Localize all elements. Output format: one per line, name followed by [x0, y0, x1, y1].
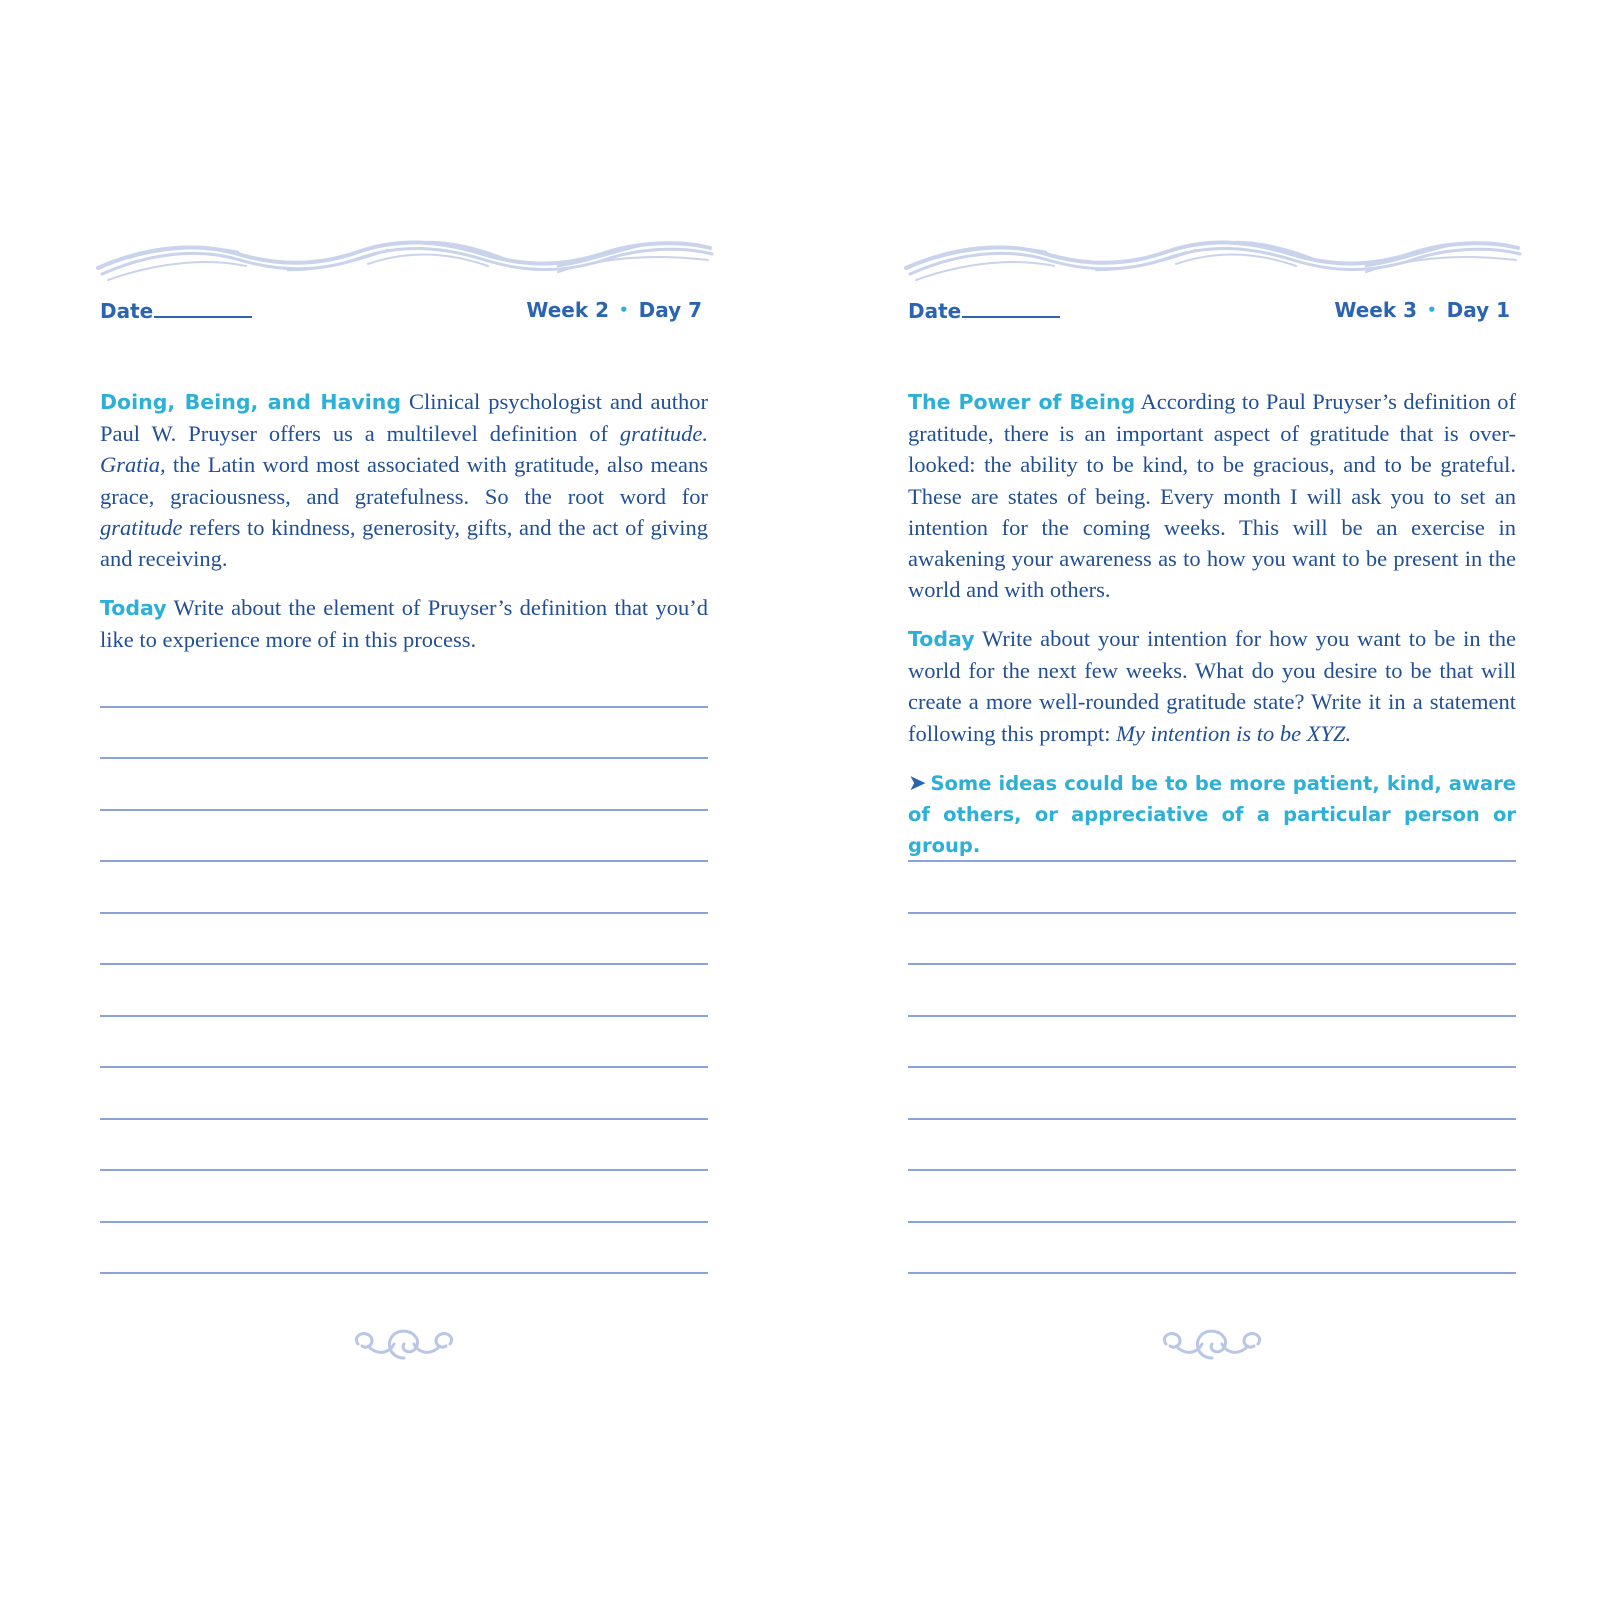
date-blank-line: [962, 298, 1060, 318]
tip-text: Some ideas could be to be more patient, kind, aware of others, or appreciative of a particular person or group.: [908, 772, 1516, 857]
today-text: Write about the element of Pruyser’s definition that you’d like to experience more of in this process.: [100, 595, 708, 653]
writing-line[interactable]: [100, 757, 708, 759]
intro-text-1: Clinical psychologist and author Paul W. Pruyser offers us a multilevel definition of: [100, 389, 708, 447]
writing-line[interactable]: [908, 1169, 1516, 1171]
ideas-tip: [908, 768, 1516, 861]
separator-dot: •: [1427, 301, 1437, 319]
date-label: Date: [908, 299, 962, 323]
date-field[interactable]: [100, 298, 252, 323]
week-day-label: [1334, 298, 1510, 322]
writing-line[interactable]: [100, 1066, 708, 1068]
writing-line[interactable]: [100, 963, 708, 965]
intro-paragraph: [908, 386, 1516, 605]
intro-paragraph: [100, 386, 708, 574]
date-label: Date: [100, 299, 154, 323]
wave-border-icon: [88, 232, 720, 284]
today-label: Today: [908, 627, 975, 651]
today-italic-prompt: My intention is to be XYZ.: [1116, 720, 1352, 746]
intro-text-4: refers to kindness, generosity, gifts, and the act of giving and receiving.: [100, 514, 708, 572]
section-heading: Doing, Being, and Having: [100, 390, 402, 414]
writing-line[interactable]: [100, 809, 708, 811]
entry-header: [908, 298, 1516, 332]
wave-border-icon: [896, 232, 1528, 284]
writing-line[interactable]: [100, 1169, 708, 1171]
arrow-bullet-icon: ➤: [908, 771, 927, 796]
writing-line[interactable]: [100, 912, 708, 914]
scroll-ornament-icon: [1158, 1322, 1266, 1366]
week-label: Week 3: [1334, 298, 1417, 322]
section-heading: The Power of Being: [908, 390, 1136, 414]
writing-line[interactable]: [100, 1015, 708, 1017]
writing-line[interactable]: [100, 1221, 708, 1223]
today-text: Write about your intention for how you want to be in the world for the next few weeks. What do you desire to be that will create a more well-rounded gratitude state? Write it in a statement following this prompt:: [908, 626, 1516, 746]
today-prompt: [100, 592, 708, 655]
writing-line[interactable]: [908, 860, 1516, 862]
week-day-label: [526, 298, 702, 322]
separator-dot: •: [619, 301, 629, 319]
writing-line[interactable]: [908, 963, 1516, 965]
today-label: Today: [100, 596, 167, 620]
intro-text: According to Paul Pruyser’s definition of gratitude, there is an important aspect of gratitude that is over-looked: the ability to be kind, to be gracious, and to be grateful. These are states of being. Every month I will ask you to set an intention for the coming weeks. This will be an exercise in awakening your awareness as to how you want to be present in the world and with others.: [908, 389, 1517, 603]
intro-text-3: the Latin word most associated with gratitude, also means grace, graciousness, and gratefulness. So the root word for: [100, 452, 708, 509]
date-blank-line: [154, 298, 252, 318]
writing-line[interactable]: [908, 1118, 1516, 1120]
writing-line[interactable]: [908, 912, 1516, 914]
week-label: Week 2: [526, 298, 609, 322]
day-label: Day 1: [1446, 298, 1510, 322]
date-field[interactable]: [908, 298, 1060, 323]
writing-line[interactable]: [100, 706, 708, 708]
writing-line[interactable]: [908, 1066, 1516, 1068]
intro-italic-3: gratitude: [100, 514, 183, 540]
left-page: [100, 0, 708, 1600]
intro-italic-1: gratitude.: [619, 421, 708, 447]
today-prompt: [908, 623, 1516, 749]
writing-line[interactable]: [908, 1221, 1516, 1223]
scroll-ornament-icon: [350, 1322, 458, 1366]
writing-line[interactable]: [908, 1015, 1516, 1017]
right-page: [908, 0, 1516, 1600]
day-label: Day 7: [638, 298, 702, 322]
writing-line[interactable]: [100, 860, 708, 862]
intro-italic-2: Gratia,: [100, 452, 166, 478]
entry-header: [100, 298, 708, 332]
writing-line[interactable]: [908, 1272, 1516, 1274]
writing-line[interactable]: [100, 1272, 708, 1274]
writing-line[interactable]: [100, 1118, 708, 1120]
